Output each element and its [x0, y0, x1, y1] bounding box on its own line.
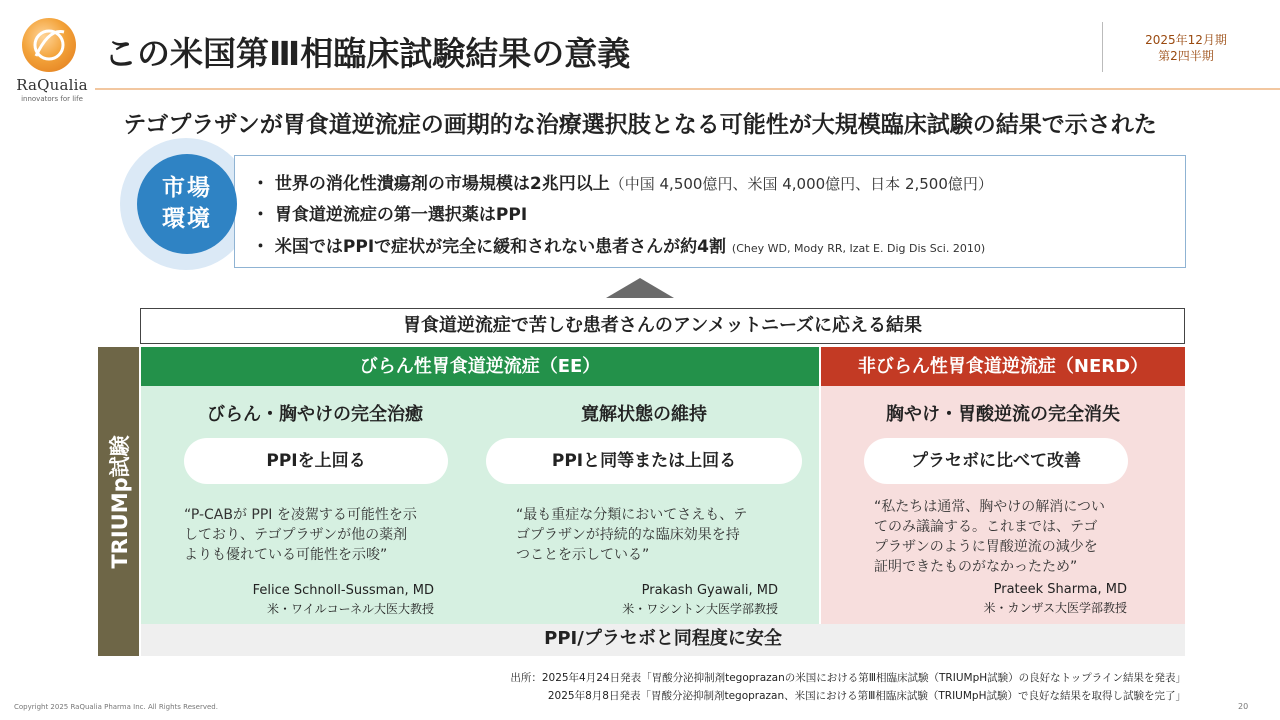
safety-summary: PPI/プラセボと同程度に安全 — [141, 624, 1185, 656]
header-rule — [95, 88, 1280, 90]
slide-subtitle: テゴプラザンが胃食道逆流症の画期的な治療選択肢となる可能性が大規模臨床試験の結果で示された — [123, 112, 1157, 138]
ee-header: びらん性胃食道逆流症（EE） — [141, 347, 819, 386]
result-pill: PPIを上回る — [184, 438, 448, 484]
nerd-header: 非びらん性胃食道逆流症（NERD） — [821, 347, 1185, 386]
expert-quote — [516, 505, 806, 565]
logo-name: RaQualia — [16, 76, 88, 94]
company-logo-icon — [22, 18, 76, 72]
bullet-note: （中国 4,500億円、米国 4,000億円、日本 2,500億円） — [609, 175, 993, 193]
endpoint-title: 寛解状態の維持 — [581, 404, 707, 425]
bullet-text: 世界の消化性潰瘍剤の市場規模は2兆円以上 — [274, 174, 610, 194]
market-bullet — [252, 200, 527, 225]
expert-affiliation: 米・ワイルコーネル大医大教授 — [266, 602, 434, 616]
result-pill: プラセボに比べて改善 — [864, 438, 1128, 484]
period-line-1: 2025年12月期 — [1145, 33, 1227, 47]
quote-line: 証明できたものがなかったため” — [874, 559, 1078, 575]
quote-line: ゴプラザンが持続的な臨床効果を持 — [516, 527, 740, 543]
market-badge-line-1: 市場 — [162, 175, 212, 201]
quote-line: しており、テゴプラザンが他の薬剤 — [184, 527, 408, 543]
market-bullet — [252, 232, 985, 257]
logo-tagline: innovators for life — [21, 95, 83, 103]
quote-line: “最も重症な分類においてさえも、テ — [516, 507, 748, 523]
expert-quote — [874, 497, 1164, 577]
endpoint-title: びらん・胸やけの完全治癒 — [207, 404, 423, 425]
source-line-1: 出所：2025年4月24日発表「胃酸分泌抑制剤tegoprazanの米国における第Ⅲ相臨床試験（TRIUMpH試験）の良好なトップライン結果を発表」 — [510, 672, 1186, 684]
quote-line: “私たちは通常、胸やけの解消につい — [874, 499, 1105, 515]
market-badge — [137, 154, 237, 254]
expert-name: Felice Schnoll-Sussman, MD — [252, 583, 434, 598]
bullet-text: 胃食道逆流症の第一選択薬はPPI — [274, 205, 528, 225]
quote-line: “P-CABが PPI を凌駕する可能性を示 — [184, 507, 417, 523]
result-pill: PPIと同等または上回る — [486, 438, 802, 484]
source-line-2: 2025年8月8日発表「胃酸分泌抑制剤tegoprazan、米国における第Ⅲ相臨床試験（TRIUMpH試験）で良好な結果を取得し試験を完了」 — [547, 690, 1186, 702]
fiscal-period — [1120, 32, 1252, 64]
expert-quote — [184, 505, 474, 565]
quote-line: プラザンのように胃酸逆流の減少を — [874, 539, 1098, 555]
market-bullet — [252, 169, 993, 194]
bullet-dot: ・ — [252, 174, 275, 194]
expert-name: Prakash Gyawali, MD — [641, 583, 778, 598]
expert-affiliation: 米・カンザス大医学部教授 — [983, 601, 1127, 615]
endpoint-title: 胸やけ・胃酸逆流の完全消失 — [886, 404, 1120, 425]
quote-line: よりも優れている可能性を示唆” — [184, 547, 388, 563]
copyright: Copyright 2025 RaQualia Pharma Inc. All Rights Reserved. — [14, 703, 218, 711]
bullet-dot: ・ — [252, 237, 275, 257]
page-title: この米国第Ⅲ相臨床試験結果の意義 — [104, 34, 631, 73]
trial-label — [98, 347, 139, 656]
bullet-dot: ・ — [252, 205, 275, 225]
header-divider — [1102, 22, 1103, 72]
quote-line: てのみ議論する。これまでは、テゴ — [874, 519, 1098, 535]
up-arrow-icon — [606, 278, 674, 298]
bullet-citation: (Chey WD, Mody RR, Izat E. Dig Dis Sci. 2010) — [731, 242, 986, 255]
unmet-needs-statement: 胃食道逆流症で苦しむ患者さんのアンメットニーズに応える結果 — [140, 308, 1185, 344]
page-number: 20 — [1238, 702, 1249, 711]
quote-line: つことを示している” — [516, 547, 650, 563]
trial-label-text: TRIUMp試験 — [107, 434, 132, 569]
bullet-text: 米国ではPPIで症状が完全に緩和されない患者さんが約4割 — [274, 237, 726, 257]
expert-name: Prateek Sharma, MD — [993, 582, 1127, 597]
expert-affiliation: 米・ワシントン大医学部教授 — [622, 602, 778, 616]
period-line-2: 第2四半期 — [1158, 49, 1214, 63]
market-badge-line-2: 環境 — [162, 206, 212, 232]
